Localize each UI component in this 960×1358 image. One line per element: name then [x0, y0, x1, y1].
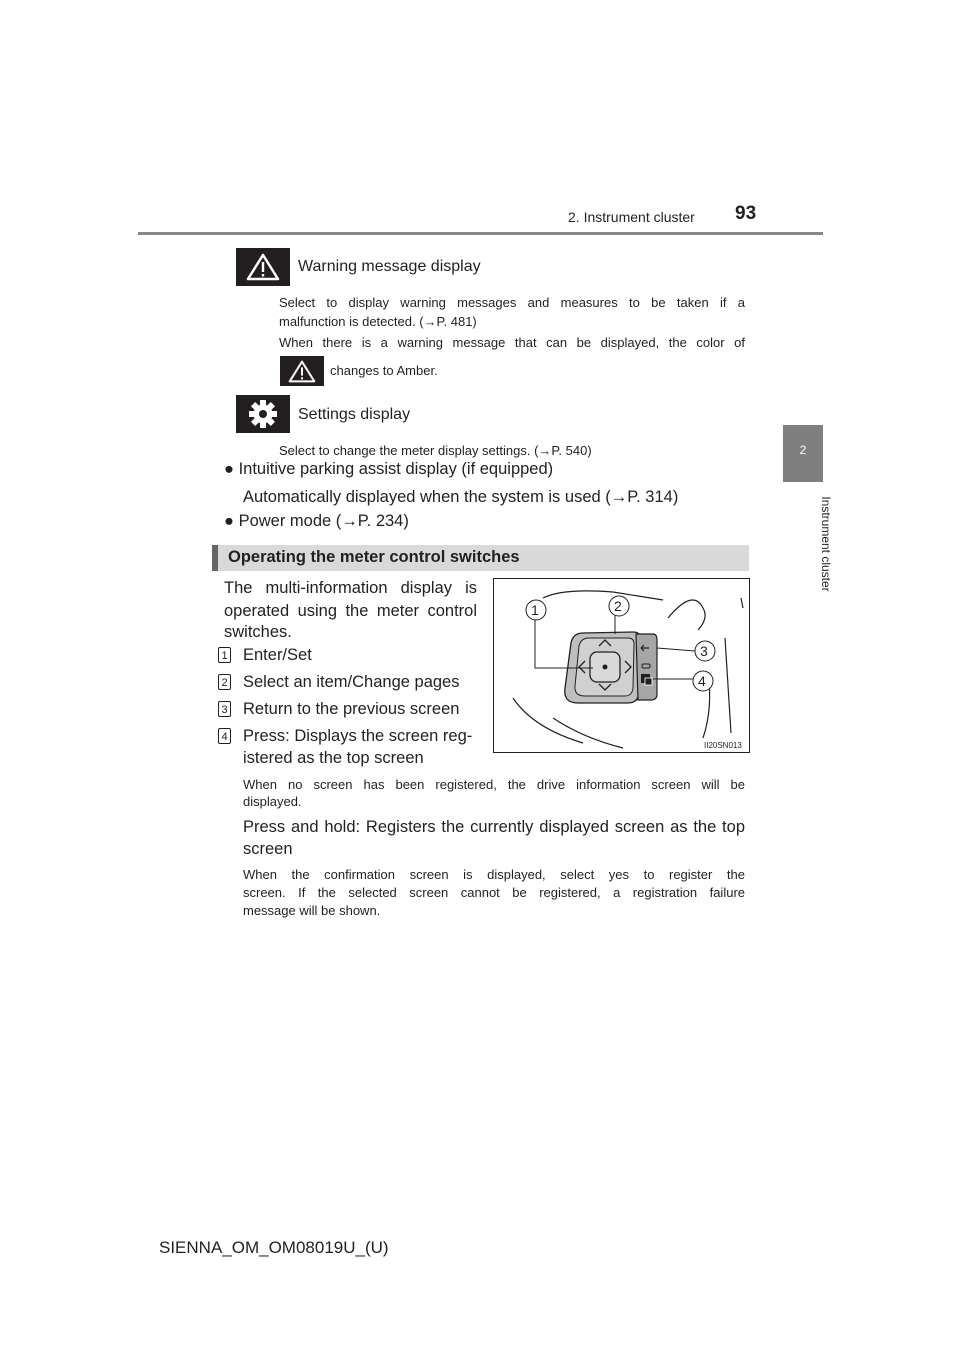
warning-desc-line1: Select to display warning messages and measures to be taken if a — [279, 295, 745, 310]
item-number-badge: 3 — [218, 701, 231, 717]
page-number: 93 — [735, 203, 757, 224]
item-number-badge: 1 — [218, 647, 231, 663]
bullet-text: Intuitive parking assist display (if equipped) — [238, 460, 554, 478]
press-hold-line2: screen — [243, 840, 293, 858]
steering-switch-figure — [493, 578, 750, 753]
figure-code: II20SN013 — [704, 741, 742, 750]
intro-line2: operated using the meter control — [224, 602, 477, 620]
header-rule — [138, 232, 823, 235]
callout-2: 2 — [614, 598, 622, 614]
item4-continuation: istered as the top screen — [243, 749, 424, 767]
item-number-badge: 2 — [218, 674, 231, 690]
note2-line2: screen. If the selected screen cannot be registered, a registration failure — [243, 885, 745, 900]
running-header-section: 2. Instrument cluster — [568, 209, 695, 225]
chapter-tab — [783, 425, 823, 482]
callout-4: 4 — [698, 673, 706, 689]
warning-desc-line2: malfunction is detected. (→P. 481) — [279, 314, 477, 329]
bullet-dot-icon: ● — [224, 460, 234, 478]
gear-icon — [236, 395, 290, 433]
item-text: Select an item/Change pages — [243, 673, 460, 691]
item-text: Return to the previous screen — [243, 700, 460, 718]
item-number-badge: 4 — [218, 728, 231, 744]
bullet-text: Power mode (→P. 234) — [238, 512, 409, 530]
warning-triangle-icon — [280, 356, 324, 386]
parking-sub-text: Automatically displayed when the system is used (→P. 314) — [243, 488, 679, 506]
settings-desc: Select to change the meter display settings. (→P. 540) — [279, 443, 592, 458]
chapter-number: 2 — [799, 443, 807, 457]
bullet-item — [224, 512, 409, 531]
callout-1: 1 — [531, 602, 539, 618]
warning-desc-line3: When there is a warning message that can be displayed, the color of — [279, 335, 745, 350]
note1-line2: displayed. — [243, 794, 302, 809]
callout-3: 3 — [700, 643, 708, 659]
warning-triangle-icon — [236, 248, 290, 286]
press-hold-line1: Press and hold: Registers the currently displayed screen as the top — [243, 818, 745, 836]
warning-desc-line4: changes to Amber. — [330, 363, 438, 378]
warning-display-title: Warning message display — [298, 258, 481, 275]
intro-line3: switches. — [224, 623, 292, 641]
note2-line3: message will be shown. — [243, 903, 381, 918]
intro-line1: The multi-information display is — [224, 579, 477, 597]
item-text: Enter/Set — [243, 646, 312, 664]
section-title: Operating the meter control switches — [228, 548, 520, 566]
footer-doc-id: SIENNA_OM_OM08019U_(U) — [159, 1238, 389, 1257]
section-heading-bar — [212, 545, 749, 571]
note2-line1: When the confirmation screen is displayed, select yes to register the — [243, 867, 745, 882]
chapter-label: Instrument cluster — [819, 496, 833, 592]
note1-line1: When no screen has been registered, the drive information screen will be — [243, 777, 745, 792]
bullet-item — [224, 460, 553, 479]
item-text: Press: Displays the screen reg- — [243, 727, 473, 745]
settings-display-title: Settings display — [298, 406, 411, 423]
bullet-dot-icon: ● — [224, 512, 234, 530]
